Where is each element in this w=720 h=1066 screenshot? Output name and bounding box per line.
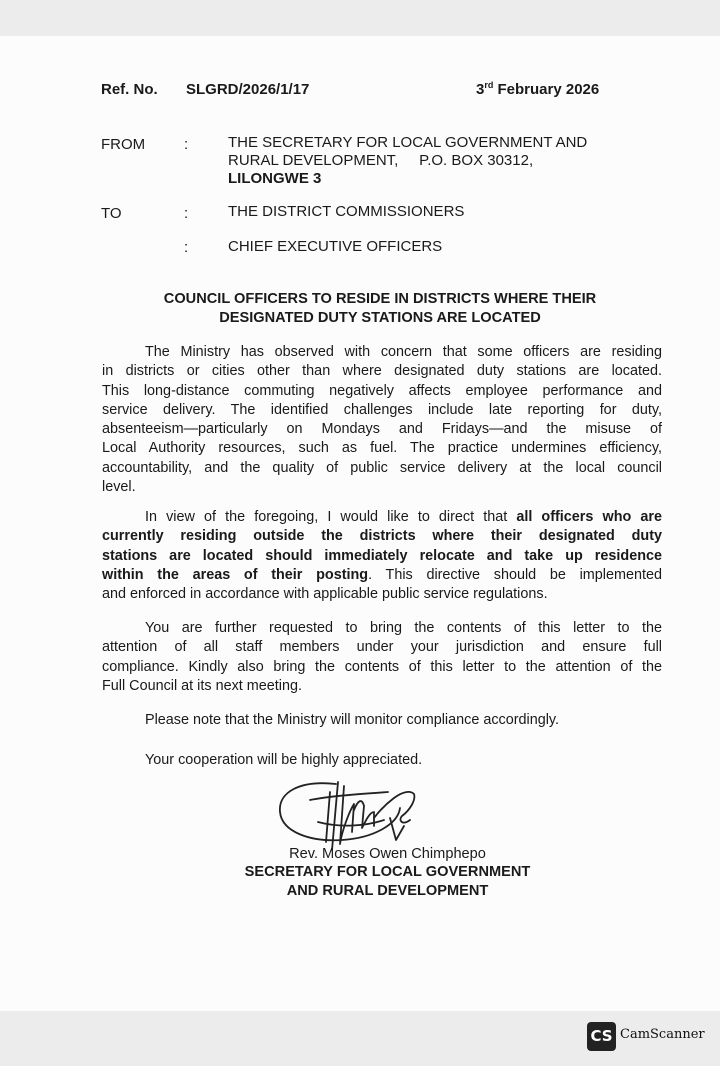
letter-date: 3rd February 2026 [476,80,600,98]
para-line: The Ministry has observed with concern that some officers are residing [145,344,662,360]
signatory-title: SECRETARY FOR LOCAL GOVERNMENT [244,864,531,880]
para-line: in districts or cities other than where designated duty stations are located. [102,363,662,380]
paragraph-5: Your cooperation will be highly appreciated. [145,752,423,768]
from-line: LILONGWE 3 [228,170,322,187]
para-line: attention of all staff members under your jurisdiction and ensure full [102,639,662,656]
paragraph-2 [102,508,662,604]
camscanner-logo: CS [587,1022,616,1051]
subject-line: COUNCIL OFFICERS TO RESIDE IN DISTRICTS WHERE THEIR [163,291,597,307]
subject-heading [100,290,660,328]
subject-line: DESIGNATED DUTY STATIONS ARE LOCATED [219,310,541,326]
para-line: absenteeism—particularly on Mondays and Fridays—and the misuse of [102,421,662,438]
to-recipient-1: THE DISTRICT COMMISSIONERS [228,203,465,220]
signatory-title: AND RURAL DEVELOPMENT [286,883,489,899]
para-line: compliance. Kindly also bring the contents of this letter to the attention of the [102,658,662,675]
to-colon: : [184,205,189,222]
paragraph-1 [102,343,662,497]
from-colon: : [184,136,189,153]
para-line: and enforced in accordance with applicable public service regulations. [102,586,548,603]
paragraph-3 [102,619,662,696]
to-colon-2: : [184,239,189,256]
ref-label: Ref. No. [101,81,158,98]
to-label: TO [101,205,122,222]
para-line: This long-distance commuting negatively affects employee performance and [102,382,662,399]
signature-block [215,845,560,901]
ref-number: SLGRD/2026/1/17 [186,81,310,98]
para-line: service delivery. The identified challenges include late reporting for duty, [102,401,662,418]
para-line: currently residing outside the districts where their designated duty [102,528,662,545]
para-line: accountability, and the quality of public service delivery at the local council [102,459,662,476]
para-line: Full Council at its next meeting. [102,677,302,694]
para-line: In view of the foregoing, I would like to direct that all officers who are [145,509,663,525]
camscanner-label: CamScanner [620,1027,705,1042]
signatory-name: Rev. Moses Owen Chimphepo [289,846,486,862]
from-label: FROM [101,136,146,153]
from-line: RURAL DEVELOPMENT, P.O. BOX 30312, [228,152,534,169]
para-line: level. [102,479,136,496]
para-line: Local Authority resources, such as fuel. The practice undermines efficiency, [102,440,662,457]
para-line: You are further requested to bring the contents of this letter to the [145,620,662,636]
para-line: within the areas of their posting. This directive should be implemented [102,566,662,583]
paragraph-4: Please note that the Ministry will monitor compliance accordingly. [145,712,560,728]
to-recipient-2: CHIEF EXECUTIVE OFFICERS [228,238,443,255]
from-line: THE SECRETARY FOR LOCAL GOVERNMENT AND [228,134,588,151]
from-address [228,134,587,188]
para-line: stations are located should immediately relocate and take up residence [102,547,662,564]
